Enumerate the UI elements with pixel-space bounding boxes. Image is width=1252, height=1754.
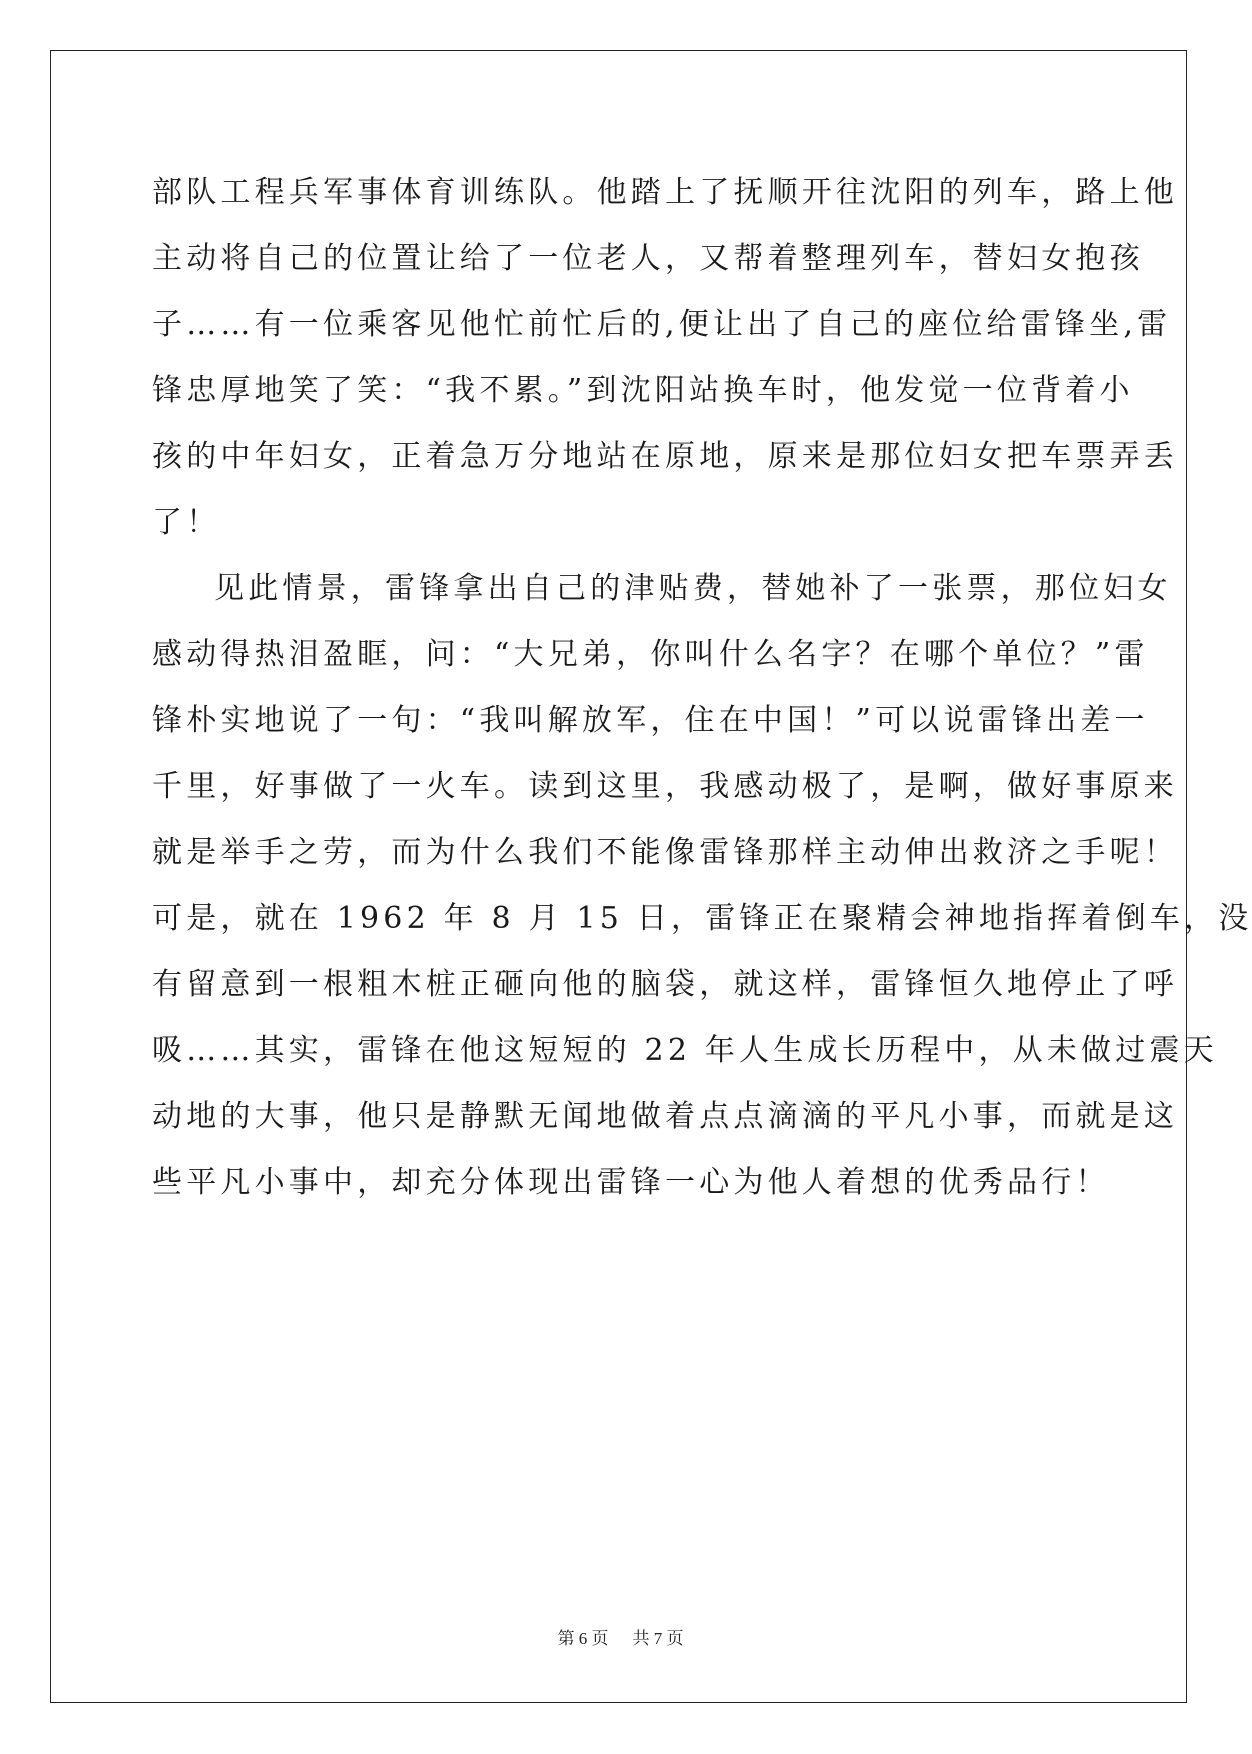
text-line: 感动得热泪盈眶，问：“大兄弟，你叫什么名字？在哪个单位？”雷 (152, 637, 1149, 672)
document-body (152, 160, 1252, 1216)
text-line: 有留意到一根粗木桩正砸向他的脑袋，就这样，雷锋恒久地停止了呼 (152, 967, 1178, 1002)
text-line: 就是举手之劳，而为什么我们不能像雷锋那样主动伸出救济之手呢！ (152, 835, 1178, 870)
text-line: 子……有一位乘客见他忙前忙后的,便让出了自己的座位给雷锋坐,雷 (152, 307, 1172, 342)
text-line: 吸……其实，雷锋在他这短短的 22 年人生成长历程中，从未做过震天 (152, 1033, 1218, 1068)
text-line: 些平凡小事中，却充分体现出雷锋一心为他人着想的优秀品行！ (152, 1165, 1110, 1200)
text-line: 锋忠厚地笑了笑：“我不累。”到沈阳站换车时，他发觉一位背着小 (152, 373, 1134, 408)
text-line: 部队工程兵军事体育训练队。他踏上了抚顺开往沈阳的列车，路上他 (152, 175, 1178, 210)
text-line: 孩的中年妇女，正着急万分地站在原地，原来是那位妇女把车票弄丢 (152, 439, 1178, 474)
text-line: 千里，好事做了一火车。读到这里，我感动极了，是啊，做好事原来 (152, 769, 1178, 804)
paragraph-first-line: 见此情景，雷锋拿出自己的津贴费，替她补了一张票，那位妇女 (214, 571, 1172, 606)
page-footer (0, 1624, 1241, 1649)
text-line: 可是，就在 1962 年 8 月 15 日，雷锋正在聚精会神地指挥着倒车，没 (152, 901, 1252, 936)
page-total: 共 7 页 (632, 1629, 684, 1648)
text-line: 主动将自己的位置让给了一位老人，又帮着整理列车，替妇女抱孩 (152, 241, 1144, 276)
page-number: 第 6 页 (557, 1629, 609, 1648)
text-line: 锋朴实地说了一句：“我叫解放军，住在中国！”可以说雷锋出差一 (152, 703, 1149, 738)
text-line: 动地的大事，他只是静默无闻地做着点点滴滴的平凡小事，而就是这 (152, 1099, 1178, 1134)
text-line: 了！ (152, 505, 221, 540)
